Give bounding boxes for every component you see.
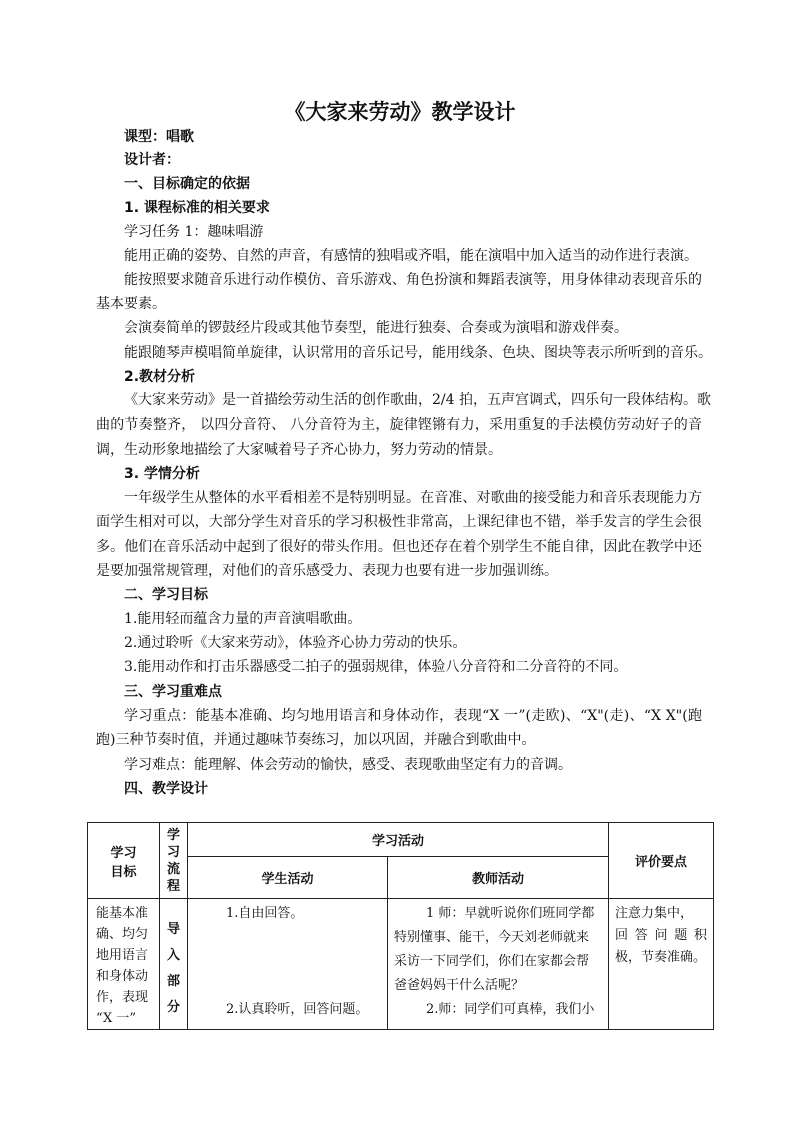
teacher-activity-2: 2.师：同学们可真棒，我们小 xyxy=(426,1002,595,1017)
teacher-activity-cell xyxy=(388,899,609,1030)
goal-2: 2.通过聆听《大家来劳动》，体验齐心协力劳动的快乐。 xyxy=(124,635,467,651)
goal-1: 1.能用轻而蕴含力量的声音演唱歌曲。 xyxy=(124,611,362,627)
material-line-1: 《大家来劳动》是一首描绘劳动生活的创作歌曲，2/4 拍，五声宫调式，四乐句一段体结构。歌 xyxy=(124,392,711,408)
teacher-activity-1c: 采访一下同学们，你们在家都会帮 xyxy=(394,954,590,969)
section-2-heading: 二、学习目标 xyxy=(124,587,208,603)
section-1-1-heading: 1. 课程标准的相关要求 xyxy=(124,200,270,216)
student-activity-cell xyxy=(188,899,388,1030)
header-learning-goal: 学习 目标 xyxy=(88,823,160,899)
task-line: 学习任务 1：趣味唱游 xyxy=(124,224,264,240)
standard-4: 能跟随琴声模唱简单旋律，认识常用的音乐记号，能用线条、色块、图块等表示所听到的音乐。 xyxy=(124,345,712,361)
student-analysis-4: 是要加强常规管理，对他们的音乐感受力、表现力也要有进一步加强训练。 xyxy=(96,563,558,579)
student-analysis-2: 面学生相对可以，大部分学生对音乐的学习积极性非常高，上课纪律也不错，举手发言的学生会很 xyxy=(96,514,702,530)
header-student-activity: 学生活动 xyxy=(188,857,388,899)
goal-cell: 能基本准 确、均匀 地用语言 和身体动 作，表现 “X 一” xyxy=(88,899,160,1030)
material-line-3: 调，生动形象地描绘了大家喊着号子齐心协力，努力劳动的情景。 xyxy=(96,442,502,458)
standard-2a: 能按照要求随音乐进行动作模仿、音乐游戏、角色扮演和舞蹈表演等，用身体律动表现音乐的 xyxy=(124,272,702,288)
goal-3: 3.能用动作和打击乐器感受二拍子的强弱规律，体验八分音符和二分音符的不同。 xyxy=(124,659,628,675)
header-teacher-activity: 教师活动 xyxy=(388,857,609,899)
material-line-2: 曲的节奏整齐， 以四分音符、 八分音符为主，旋律铿锵有力，采用重复的手法模仿劳动好子的音 xyxy=(96,417,702,433)
standard-2b: 基本要素。 xyxy=(96,296,166,312)
teacher-activity-1b: 特别懂事、能干，今天刘老师就来 xyxy=(394,930,590,945)
header-learning-activity: 学习活动 xyxy=(188,823,609,857)
document-title: 《大家来劳动》教学设计 xyxy=(284,100,516,124)
teaching-design-table xyxy=(87,822,714,1030)
evaluation-cell: 注意力集中， 回 答 问 题 积 极，节奏准确。 xyxy=(609,899,714,1030)
header-learning-flow: 学 习 流 程 xyxy=(160,823,188,899)
standard-3: 会演奏简单的锣鼓经片段或其他节奏型，能进行独奏、合奏或为演唱和游戏伴奏。 xyxy=(124,320,628,336)
key-point-1b: 跑)三种节奏时值，并通过趣味节奏练习，加以巩固，并融合到歌曲中。 xyxy=(96,732,536,748)
section-1-3-heading: 3. 学情分析 xyxy=(124,466,200,482)
flow-cell: 导 入 部 分 xyxy=(160,899,188,1030)
standard-1: 能用正确的姿势、自然的声音，有感情的独唱或齐唱，能在演唱中加入适当的动作进行表演。 xyxy=(124,248,698,264)
student-analysis-3: 多。他们在音乐活动中起到了很好的带头作用。但也还存在着个别学生不能自律，因此在教学中还 xyxy=(96,539,702,555)
student-activity-1: 1.自由回答。 xyxy=(226,906,304,921)
section-1-2-heading: 2.教材分析 xyxy=(124,369,196,385)
teacher-activity-1d: 爸爸妈妈干什么活呢？ xyxy=(394,978,525,993)
section-4-heading: 四、教学设计 xyxy=(124,781,208,797)
student-activity-2: 2.认真聆听，回答问题。 xyxy=(226,1002,369,1017)
key-point-2: 学习难点：能理解、体会劳动的愉快，感受、表现歌曲坚定有力的音调。 xyxy=(124,757,572,773)
student-analysis-1: 一年级学生从整体的水平看相差不是特别明显。在音准、对歌曲的接受能力和音乐表现能力方 xyxy=(124,490,702,506)
key-point-1a: 学习重点：能基本准确、均匀地用语言和身体动作，表现“X 一”(走欧)、“X"(走)、“X X"(跑 xyxy=(124,708,702,724)
course-type: 课型：唱歌 xyxy=(124,129,194,145)
teacher-activity-1a: 1 师：早就听说你们班同学都 xyxy=(426,906,595,921)
section-3-heading: 三、学习重难点 xyxy=(124,684,222,700)
designer: 设计者： xyxy=(124,152,180,168)
section-1-heading: 一、目标确定的依据 xyxy=(124,176,250,192)
header-evaluation: 评价要点 xyxy=(609,823,714,899)
